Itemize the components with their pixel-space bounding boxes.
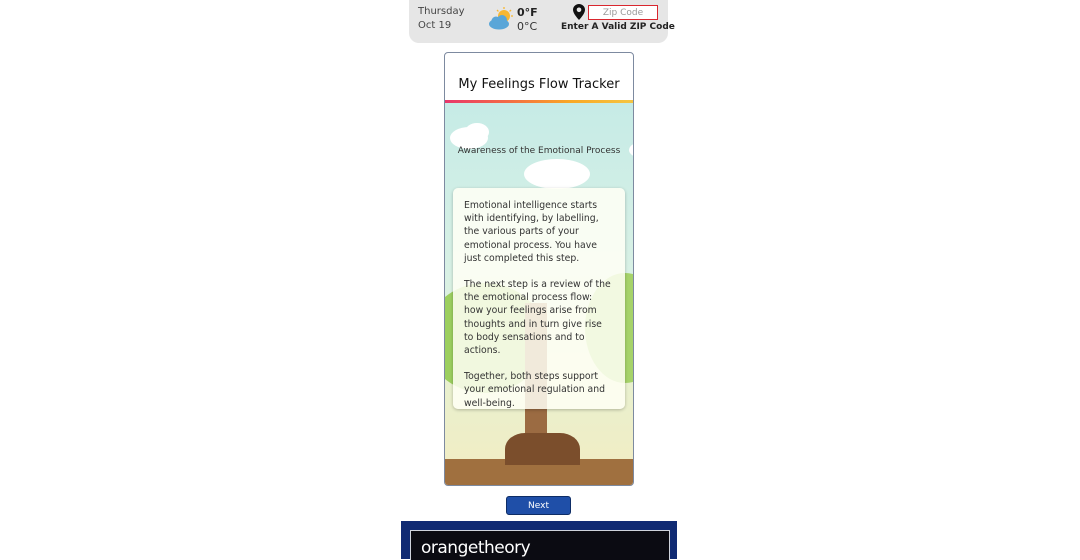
tracker-title: My Feelings Flow Tracker — [458, 77, 620, 92]
weather-widget — [409, 0, 675, 43]
temperature-celsius: 0°C — [517, 20, 538, 33]
location-pin-icon — [573, 4, 585, 20]
orangetheory-logo: orangetheory — [421, 538, 531, 558]
tree-root-illustration — [540, 433, 580, 465]
tree-root-illustration — [505, 433, 545, 465]
temperature-fahrenheit: 0°F — [517, 6, 538, 19]
weather-day: Thursday — [418, 6, 465, 17]
ad-banner[interactable] — [401, 521, 677, 559]
cloud-illustration — [524, 159, 590, 189]
ad-content[interactable] — [410, 530, 670, 560]
tracker-subtitle: Awareness of the Emotional Process — [457, 146, 621, 156]
feelings-tracker-card — [444, 52, 634, 486]
next-button[interactable]: Next — [506, 496, 571, 515]
zip-error-message: Enter A Valid ZIP Code — [561, 22, 675, 32]
info-paragraph: Emotional intelligence starts with identifying, by labelling, the various parts of your emotional process. You have just completed this step. — [464, 200, 599, 264]
info-paragraph: The next step is a review of the the emotional process flow: how your feelings arise from thoughts and in turn give rise to body sensations and to actions. — [464, 279, 611, 357]
zip-code-input[interactable] — [588, 5, 658, 20]
info-paragraph: Together, both steps support your emotional regulation and well-being. — [464, 371, 606, 409]
info-text-box — [453, 188, 625, 409]
illustration-background — [445, 103, 633, 485]
partly-cloudy-icon — [487, 7, 515, 31]
weather-date: Oct 19 — [418, 20, 452, 31]
cloud-illustration — [465, 123, 489, 141]
